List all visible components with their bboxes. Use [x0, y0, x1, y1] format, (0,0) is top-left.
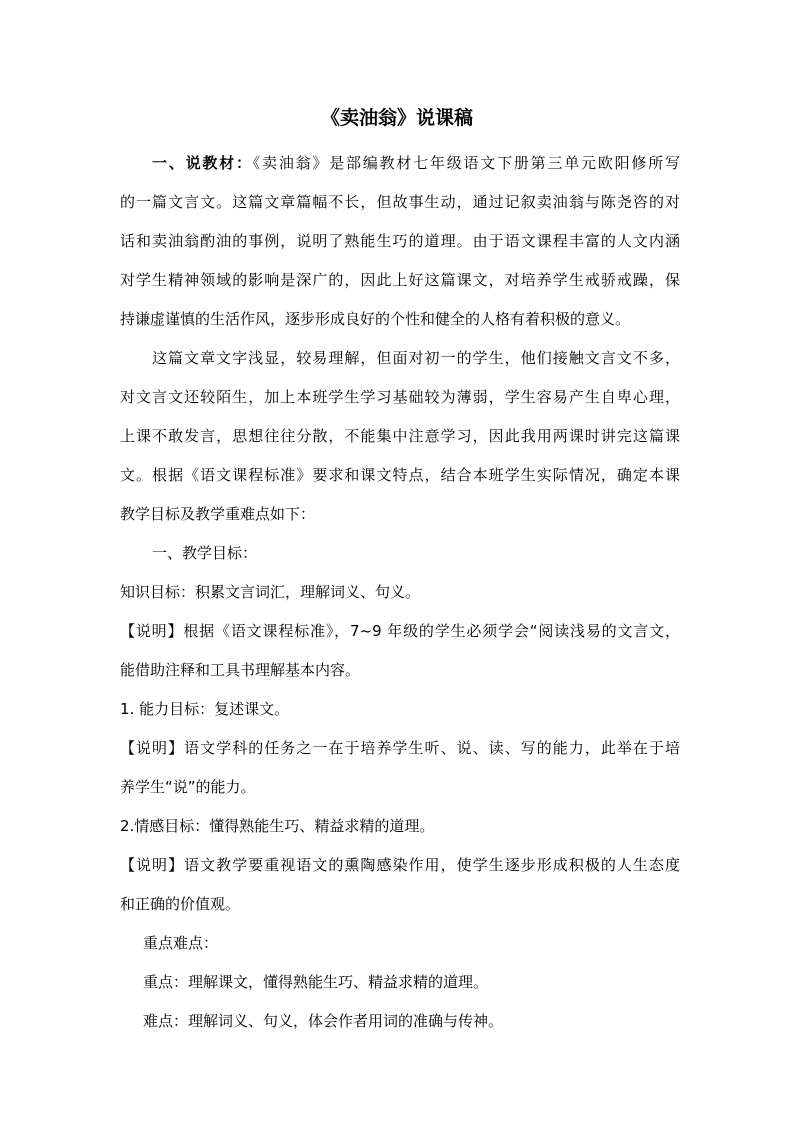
note-3-line-2: 和正确的价值观。: [120, 895, 241, 913]
teaching-goals-heading: 一、教学目标：: [152, 544, 258, 562]
paragraph-1-line-3: 话和卖油翁酌油的事例，说明了熟能生巧的道理。由于语文课程丰富的人文内涵: [120, 232, 680, 250]
paragraph-2-line-3: 上课不敢发言，思想往往分散，不能集中注意学习，因此我用两课时讲完这篇课: [120, 427, 680, 445]
note-1-line-2: 能借助注释和工具书理解基本内容。: [120, 661, 361, 679]
key-difficult-heading: 重点难点：: [143, 934, 219, 952]
paragraph-2-line-5: 教学目标及教学重难点如下：: [120, 505, 316, 523]
note-2-line-2: 养学生“说”的能力。: [120, 778, 256, 796]
key-point: 重点：理解课文，懂得熟能生巧、精益求精的道理。: [143, 973, 489, 991]
section-heading-teaching-material: 一、说教材：: [152, 154, 253, 172]
document-title: 《卖油翁》说课稿: [320, 107, 473, 129]
paragraph-text: 《卖油翁》是部编教材七年级语文下册第三单元欧阳修所写: [252, 154, 680, 172]
knowledge-goal: 知识目标：积累文言词汇，理解词义、句义。: [120, 583, 421, 601]
note-2-line-1: 【说明】语文学科的任务之一在于培养学生听、说、读、写的能力，此举在于培: [120, 739, 680, 757]
paragraph-2-line-1: 这篇文章文字浅显，较易理解，但面对初一的学生，他们接触文言文不多，: [152, 349, 680, 367]
emotion-goal: 2.情感目标：懂得熟能生巧、精益求精的道理。: [120, 817, 435, 835]
paragraph-1-line-1: [152, 151, 680, 175]
paragraph-1-line-5: 持谦虚谨慎的生活作风，逐步形成良好的个性和健全的人格有着积极的意义。: [120, 310, 631, 328]
ability-goal: 1. 能力目标：复述课文。: [120, 700, 290, 718]
paragraph-2-line-4: 文。根据《语文课程标准》要求和课文特点，结合本班学生实际情况，确定本课: [120, 466, 680, 484]
paragraph-1-line-4: 对学生精神领域的影响是深广的，因此上好这篇课文，对培养学生戒骄戒躁，保: [120, 271, 680, 289]
paragraph-2-line-2: 对文言文还较陌生，加上本班学生学习基础较为薄弱，学生容易产生自卑心理，: [120, 388, 680, 406]
paragraph-1-line-2: 的一篇文言文。这篇文章篇幅不长，但故事生动，通过记叙卖油翁与陈尧咨的对: [120, 193, 680, 211]
note-3-line-1: 【说明】语文教学要重视语文的熏陶感染作用，使学生逐步形成积极的人生态度: [120, 856, 680, 874]
note-1-line-1: 【说明】根据《语文课程标准》，7~9 年级的学生必须学会“阅读浅易的文言文，: [120, 622, 680, 640]
difficult-point: 难点：理解词义、句义，体会作者用词的准确与传神。: [143, 1012, 504, 1030]
